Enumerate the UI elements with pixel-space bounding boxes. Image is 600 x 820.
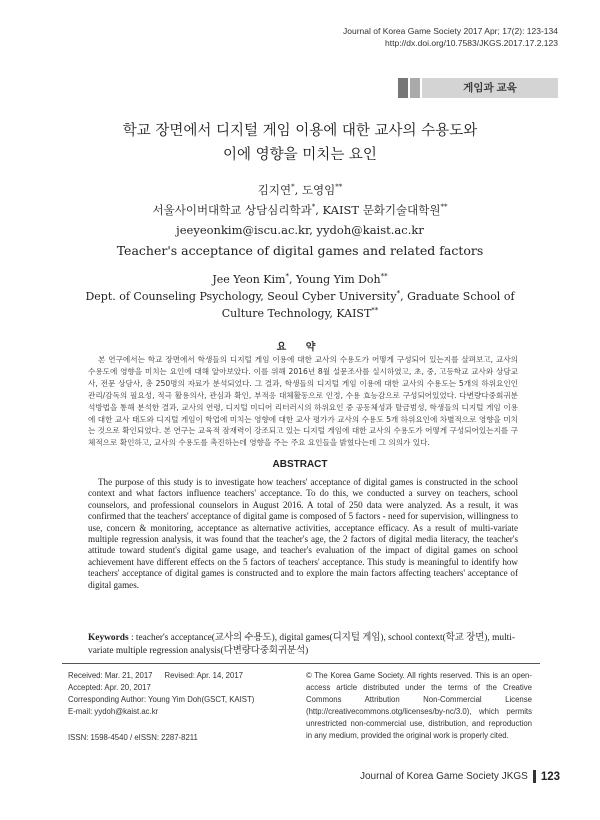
doi-link[interactable]: http://dx.doi.org/10.7583/JKGS.2017.17.2.123 [385, 38, 558, 48]
author-mark: * [291, 183, 295, 192]
section-label: 게임과 교육 [422, 78, 558, 98]
affiliation-mark: * [311, 203, 316, 212]
revised-date: Revised: Apr. 14, 2017 [164, 671, 243, 680]
english-affiliation-line2 [40, 305, 560, 322]
english-abstract-heading: ABSTRACT [272, 459, 328, 470]
author-name: 도영임 [301, 183, 336, 197]
korean-affiliations: 서울사이버대학교 상담심리학과*, KAIST 문화기술대학원** [152, 203, 448, 217]
license-text: © The Korea Game Society. All rights reserved. This is an open-access article distributed under the terms of the Creative Commons Attribution Non-Commercial License (http://creativecommons.otg/licenses/by-nc/3.0), which permits unrestricted non-commercial use, distribution, and reproduction in any medium, provided the original work is properly cited. [306, 671, 532, 740]
korean-title-line1: 학교 장면에서 디지털 게임 이용에 대한 교사의 수용도와 [122, 123, 478, 139]
section-stripe [410, 78, 420, 98]
english-title: Teacher's acceptance of digital games and related factors [116, 243, 484, 258]
page-footer [360, 770, 560, 783]
affiliation: Culture Technology, KAIST [221, 307, 372, 320]
submission-info [68, 670, 286, 744]
author-mark: ** [335, 183, 343, 192]
author-name: 김지연 [257, 183, 292, 197]
footnote-divider [62, 663, 540, 664]
corresponding-author: Corresponding Author: Young Yim Doh(GSCT, KAIST) [68, 695, 255, 704]
affiliation: Dept. of Counseling Psychology, Seoul Cyber University [85, 290, 397, 303]
page-number: 123 [540, 770, 560, 783]
english-affiliation-line1 [40, 288, 560, 305]
korean-authors [40, 180, 560, 240]
author-name: Jee Yeon Kim [212, 273, 286, 286]
korean-abstract-heading: 요 약 [276, 342, 324, 353]
section-banner [398, 78, 558, 98]
issn: ISSN: 1598-4540 / eISSN: 2287-8211 [68, 733, 198, 742]
affiliation: , Graduate School of [400, 290, 515, 303]
english-authors [40, 271, 560, 322]
affiliation-mark: * [396, 289, 401, 298]
keywords [88, 632, 528, 657]
accepted-date: Accepted: Apr. 20, 2017 [68, 683, 151, 692]
author-name: Young Yim Doh [295, 273, 381, 286]
affiliation-mark: ** [440, 203, 448, 212]
english-author-names: Jee Yeon Kim*, Young Yim Doh** [212, 272, 388, 286]
corresponding-email[interactable]: E-mail: yydoh@kaist.ac.kr [68, 707, 159, 716]
footer-separator [533, 770, 536, 783]
keywords-text: : teacher's acceptance(교사의 수용도), digital games(디지털 게임), school context(학교 장면), multi-variate multiple regression analysis(다변량다중회귀분석) [88, 633, 516, 656]
author-emails[interactable]: jeeyeonkim@iscu.ac.kr, yydoh@kaist.ac.kr [176, 223, 424, 237]
korean-author-names: 김지연*, 도영임** [257, 183, 343, 197]
korean-title-line2: 이에 영향을 미치는 요인 [223, 147, 377, 163]
keywords-label: Keywords [88, 633, 129, 643]
korean-abstract-body: 본 연구에서는 학교 장면에서 학생들의 디지털 게임 이용에 대한 교사의 수용도가 어떻게 구성되어 있는지를 살펴보고, 교사의 수용도에 영향을 미치는 요인에 대해 알아보았다. 이를 위해 2016년 8월 설문조사를 실시하였고, 초, 중, 고등학교 교사와 상담교사, 전문 상담사, 총 250명의 자료가 분석되었다. 그 결과, 학생들의 디지털 게임 이용에 대한 교사의 수용도는 5개의 하위요인인 관리/감독의 필요성, 적극 활용의사, 관심과 확인, 부적응 대체활동으로 인정, 수용 효능감으로 구성되어있었다. 다변량다중회귀분석방법을 통해 분석한 결과, 교사의 연령, 디지털 미디어 리터러시의 하위요인 중 공동체성과 탈금범성, 학생들의 디지털 게임 이용에 대한 교사 태도와 디지털 게임이 학업에 미치는 영향에 대한 교사 평가가 교사의 수용도 5개 하위요인에 차별적으로 영향을 미치는 것으로 확인되었다. 본 연구는 교육적 잠재력이 강조되고 있는 디지털 게임에 대한 교사의 수용도가 어떻게 구성되어있는지를 구체적으로 확인하고, 교사의 수용도를 촉진하는데 영향을 주는 주요 요인들을 밝혔다는데 그 의의가 있다. [88, 355, 518, 448]
author-mark: * [285, 272, 289, 281]
received-date: Received: Mar. 21, 2017 [68, 671, 153, 680]
affiliation: KAIST 문화기술대학원 [322, 203, 441, 217]
korean-title [40, 119, 560, 167]
section-stripe [398, 78, 408, 98]
received-row [68, 670, 286, 682]
author-mark: ** [380, 272, 388, 281]
footer-journal: Journal of Korea Game Society JKGS [359, 771, 528, 782]
affiliation-mark: ** [371, 306, 379, 315]
affiliation: 서울사이버대학교 상담심리학과 [152, 203, 312, 217]
journal-citation: Journal of Korea Game Society 2017 Apr; 17(2): 123-134 [343, 26, 558, 36]
english-abstract-body: The purpose of this study is to investigate how teachers' acceptance of digital games is constructed in the school context and what factors influence teachers' acceptance. To do this, we conducted a survey on teachers, school counselors, and professional counselors in August 2016. A total of 250 data were analyzed. As a result, it was confirmed that the teachers' acceptance of digital game is composed of 5 factors - need for supervision, willingness to use, concern & monitoring, acceptance as alternative activities, acceptance efficacy. As a result of multi-variate multiple regression analysis, it was found that the teacher's age, the 2 factors of digital media literacy, the teacher's attitude toward student's digital game usage, and teacher's evaluation of the impact of digital games on school achievement have different effects on the 5 factors of teachers' acceptance. This study is meaningful to identify how teachers' acceptance of digital games is constructed and to explore the main factors affecting teachers' acceptance of digital games. [88, 477, 518, 590]
journal-header [343, 25, 558, 49]
